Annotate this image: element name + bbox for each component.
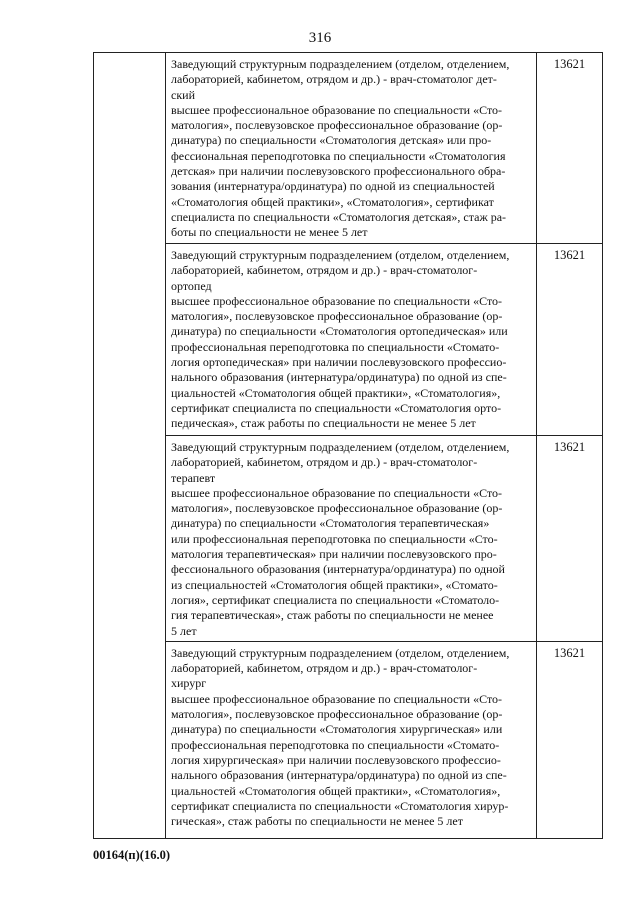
description-text [166,642,536,832]
text-line: высшее профессиональное образование по специальности «Сто- [171,293,503,308]
code-cell [537,436,603,642]
text-line: педическая», стаж работы по специальности не менее 5 лет [171,416,476,431]
text-line: или профессиональная переподготовка по специальности «Сто- [171,531,498,546]
text-line: циальностей «Стоматология общей практики», «Стоматология», [171,783,501,798]
code-cell [537,53,603,244]
text-line: динатура) по специальности «Стоматология хирургическая» или [171,722,503,737]
text-line: терапевт [171,470,216,485]
text-line: фессионального образования (интернатура/ординатура) по одной [171,562,505,577]
text-line: Заведующий структурным подразделением (отделом, отделением, [171,248,510,262]
empty-left-column [94,53,166,839]
text-line: логия ортопедическая» при наличии послевузовского профессио- [171,355,507,370]
document-code: 00164(п)(16.0) [93,848,170,862]
text-line: сертификат специалиста по специальности «Стоматология орто- [171,400,502,415]
text-line: лабораторией, кабинетом, отрядом и др.) - врач-стоматолог- [171,263,478,278]
description-text [166,244,536,434]
text-line: ортопед [171,278,212,293]
position-description-cell [166,436,537,642]
position-description-cell [166,244,537,436]
text-line: матология», послевузовское профессиональное образование (ор- [171,501,503,516]
code-value: 13621 [553,440,586,454]
text-line: лабораторией, кабинетом, отрядом и др.) - врач-стоматолог- [171,455,478,470]
text-line: нального образования (интернатура/ординатура) по одной из спе- [171,370,507,385]
text-line: профессиональная переподготовка по специальности «Стомато- [171,737,500,752]
table-row [94,244,603,436]
text-line: циальностей «Стоматология общей практики», «Стоматология», [171,385,501,400]
code-cell [537,244,603,436]
text-line: хирург [171,676,207,691]
text-line: ский [171,87,195,102]
text-line: матология терапевтическая» при наличии послевузовского про- [171,547,497,562]
table-row [94,436,603,642]
text-line: фессиональная переподготовка по специальности «Стоматология [171,148,506,163]
text-line: динатура) по специальности «Стоматология ортопедическая» или [171,324,508,339]
text-line: высшее профессиональное образование по специальности «Сто- [171,691,503,706]
text-line: нального образования (интернатура/ординатура) по одной из спе- [171,768,507,783]
text-line: матология», послевузовское профессиональное образование (ор- [171,707,503,722]
code-value: 13621 [553,645,586,660]
text-line: детская» при наличии послевузовского профессионального обра- [171,164,506,179]
text-line: Заведующий структурным подразделением (отделом, отделением, [171,57,510,71]
text-line: логия», сертификат специалиста по специальности «Стоматоло- [171,592,500,607]
page-number: 316 [308,30,332,46]
text-line: матология», послевузовское профессиональное образование (ор- [171,309,503,324]
code-value: 13621 [553,57,586,71]
text-line: лабораторией, кабинетом, отрядом и др.) - врач-стоматолог дет- [171,72,497,87]
description-text [166,53,536,243]
position-description-cell [166,53,537,244]
text-line: гия терапевтическая», стаж работы по специальности не менее [171,608,494,623]
text-line: лабораторией, кабинетом, отрядом и др.) - врач-стоматолог- [171,661,478,676]
text-line: матология», послевузовское профессиональное образование (ор- [171,118,503,133]
table-row [94,641,603,838]
code-value: 13621 [553,248,586,262]
text-line: профессиональная переподготовка по специальности «Стомато- [171,339,500,354]
text-line: специалиста по специальности «Стоматология детская», стаж ра- [171,209,507,224]
qualification-table [93,52,603,839]
text-line: 5 лет [171,623,197,638]
text-line: динатура) по специальности «Стоматология детская» или про- [171,133,492,148]
text-line: из специальностей «Стоматология общей практики», «Стомато- [171,577,498,592]
text-line: динатура) по специальности «Стоматология терапевтическая» [171,516,490,531]
table-row [94,53,603,244]
description-text [166,436,536,641]
text-line: Заведующий структурным подразделением (отделом, отделением, [171,440,510,454]
text-line: «Стоматология общей практики», «Стоматология», сертификат [171,194,494,209]
text-line: высшее профессиональное образование по специальности «Сто- [171,102,503,117]
text-line: гическая», стаж работы по специальности не менее 5 лет [171,814,463,829]
text-line: высшее профессиональное образование по специальности «Сто- [171,485,503,500]
text-line: зования (интернатура/ординатура) по одной из специальностей [171,179,495,194]
position-description-cell [166,641,537,838]
text-line: сертификат специалиста по специальности «Стоматология хирур- [171,798,509,813]
text-line: логия хирургическая» при наличии послевузовского профессио- [171,752,501,767]
text-line: боты по специальности не менее 5 лет [171,225,368,240]
text-line: Заведующий структурным подразделением (отделом, отделением, [171,645,510,660]
code-cell [537,641,603,838]
